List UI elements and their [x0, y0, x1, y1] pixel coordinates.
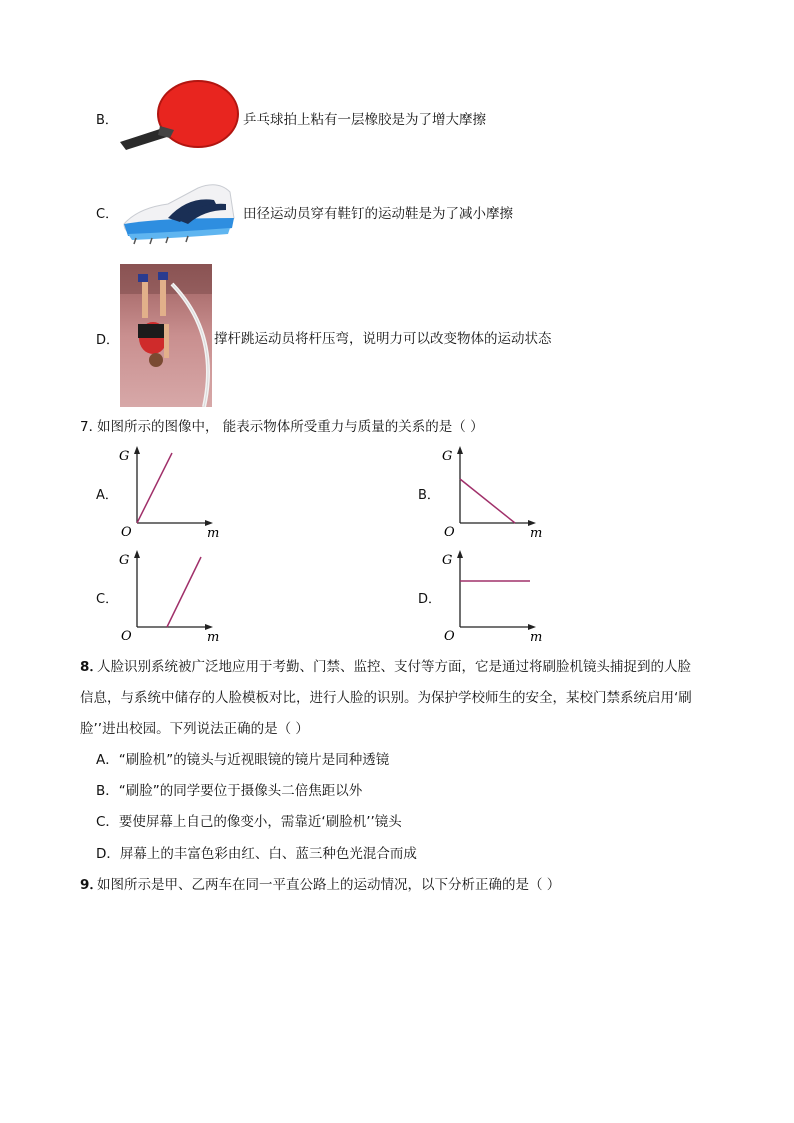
option-letter: D． [96, 333, 120, 348]
graph-b-letter: B． [418, 488, 440, 503]
graph-d [438, 547, 548, 643]
question-stem: 如图所示是甲、乙两车在同一平直公路上的运动情况，以下分析正确的是（ ） [97, 877, 561, 893]
option-a: A．“刷脸机”的镜头与近视眼镜的镜片是同种透镜 [96, 752, 390, 768]
y-axis-label: G [442, 553, 453, 568]
graph-c [115, 547, 225, 643]
graph-a-line [137, 453, 172, 523]
y-axis-label: G [442, 449, 453, 464]
x-axis-label: m [530, 630, 543, 643]
origin-label: O [444, 525, 455, 539]
graph-b [438, 443, 548, 539]
option-d: D．屏幕上的丰富色彩由红、白、蓝三种色光混合而成 [96, 846, 417, 862]
graph-a-letter: A． [96, 488, 118, 503]
origin-label: O [444, 629, 455, 643]
option-text: 撑杆跳运动员将杆压弯，说明力可以改变物体的运动状态 [214, 331, 552, 347]
y-axis-label: G [119, 553, 130, 568]
origin-label: O [121, 629, 132, 643]
option-letter: C． [96, 207, 119, 222]
pole-vaulter-image [120, 264, 212, 407]
question-number: 9． [80, 877, 103, 893]
question-stem-line-1: 人脸识别系统被广泛地应用于考勤、门禁、监控、支付等方面，它是通过将刷脸机镜头捕捉到的人脸 [97, 659, 691, 675]
question-number: 8． [80, 659, 103, 675]
option-c: C．要使屏幕上自己的像变小，需靠近‘刷脸机’’镜头 [96, 814, 402, 830]
graph-c-line [167, 557, 201, 627]
x-axis-label: m [530, 526, 543, 539]
question-number: 7． [80, 419, 103, 435]
question-stem-line-3: 脸’’进出校园。下列说法正确的是（ ） [80, 721, 309, 737]
origin-label: O [121, 525, 132, 539]
question-stem: 如图所示的图像中， 能表示物体所受重力与质量的关系的是（ ） [97, 419, 484, 435]
option-letter: B． [96, 113, 118, 128]
option-b: B．“刷脸”的同学要位于摄像头二倍焦距以外 [96, 783, 363, 799]
ping-pong-paddle-image [118, 78, 240, 154]
option-text: 田径运动员穿有鞋钉的运动鞋是为了减小摩擦 [243, 206, 513, 222]
graph-b-line [460, 479, 515, 523]
graph-d-letter: D． [418, 592, 442, 607]
graph-a [115, 443, 225, 539]
option-text: 乒乓球拍上粘有一层橡胶是为了增大摩擦 [243, 112, 486, 128]
question-stem-line-2: 信息，与系统中储存的人脸模板对比，进行人脸的识别。为保护学校师生的安全，某校门禁系统启用‘刷 [80, 690, 692, 706]
graph-c-letter: C． [96, 592, 119, 607]
y-axis-label: G [119, 449, 130, 464]
spiked-running-shoe-image [118, 178, 240, 246]
x-axis-label: m [207, 526, 220, 539]
x-axis-label: m [207, 630, 220, 643]
